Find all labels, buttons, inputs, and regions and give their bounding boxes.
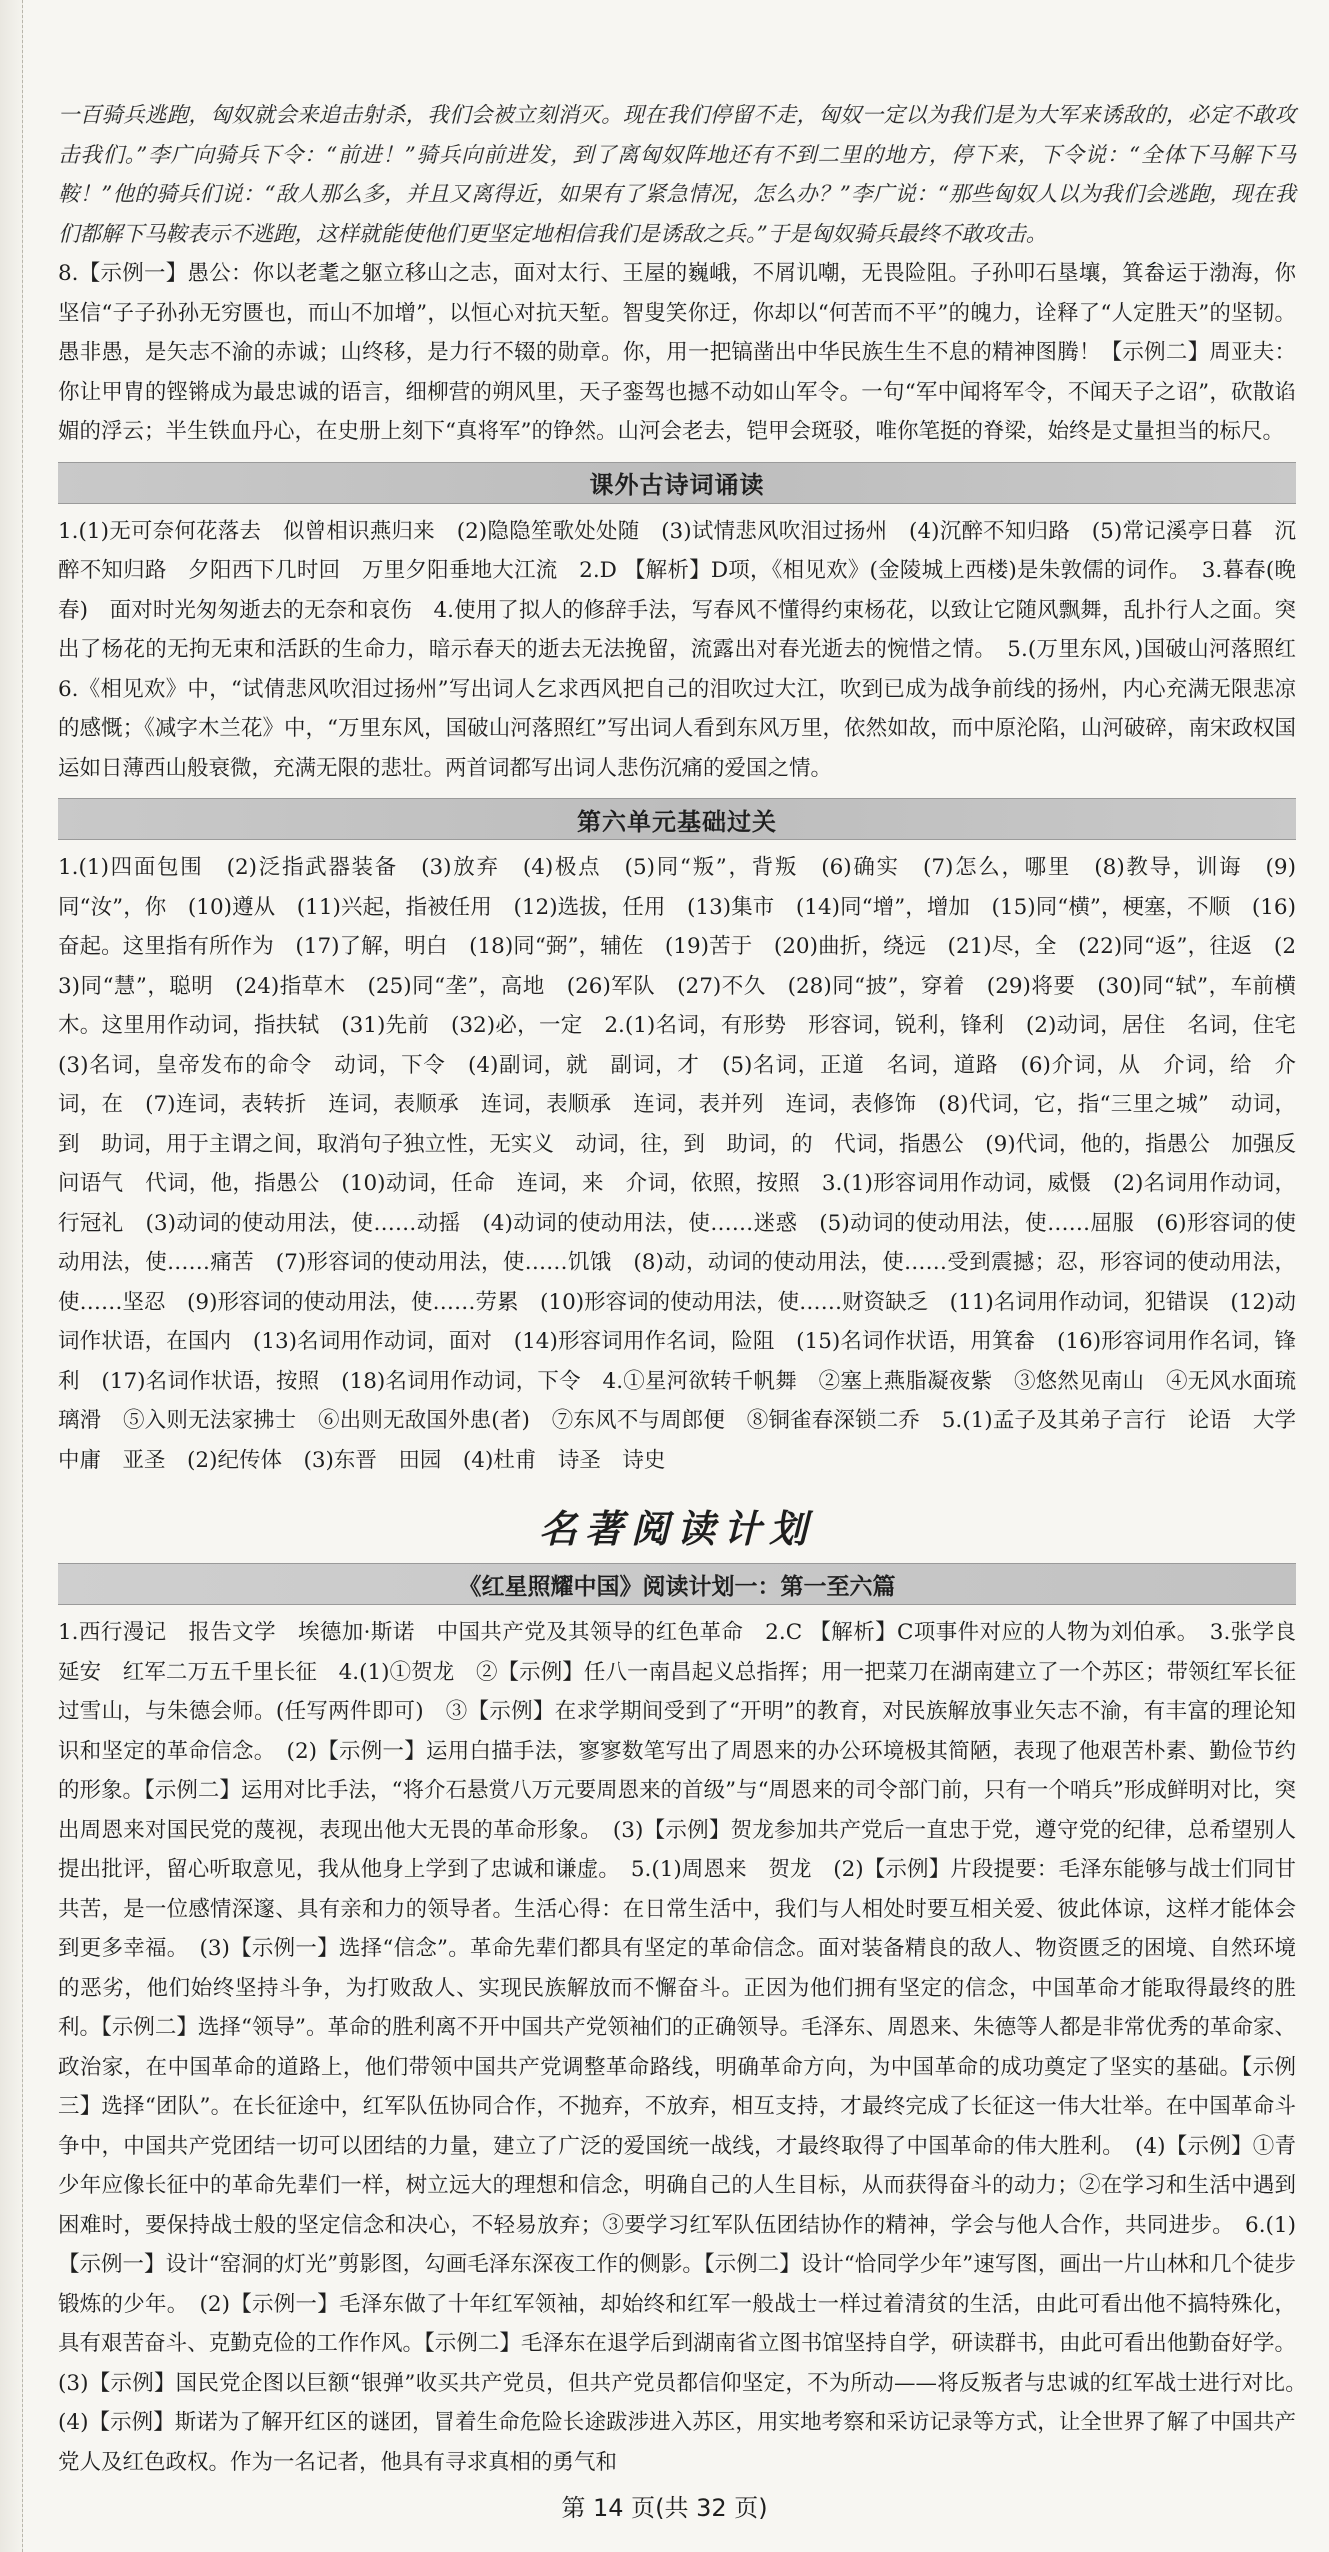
- answer-page: [58, 96, 1318, 2482]
- section-header-poetry: 课外古诗词诵读: [58, 462, 1296, 504]
- section-header-redstar: 《红星照耀中国》阅读计划一：第一至六篇: [58, 1563, 1296, 1605]
- binding-margin: [0, 0, 23, 2552]
- intro-translation: 一百骑兵逃跑，匈奴就会来追击射杀，我们会被立刻消灭。现在我们停留不走，匈奴一定以为我们是为大军来诱敌的，必定不敢攻击我们。”李广向骑兵下令：“前进！”骑兵向前进发，到了离匈奴阵地还有不到二里的地方，停下来，下令说：“全体下马解下马鞍！”他的骑兵们说：“敌人那么多，并且又离得近，如果有了紧急情况，怎么办？”李广说：“那些匈奴人以为我们会逃跑，现在我们都解下马鞍表示不逃跑，这样就能使他们更坚定地相信我们是诱敌之兵。”于是匈奴骑兵最终不敢攻击。: [58, 103, 1296, 247]
- answer-item-8: 8.【示例一】愚公：你以老耄之躯立移山之志，面对太行、王屋的巍峨，不屑讥嘲，无畏险阻。子孙叩石垦壤，箕畚运于渤海，你坚信“子子孙孙无穷匮也，而山不加增”，以恒心对抗天堑。智叟笑你迂，你却以“何苦而不平”的魄力，诠释了“人定胜天”的坚韧。愚非愚，是矢志不渝的赤诚；山终移，是力行不辍的勋章。你，用一把镐凿出中华民族生生不息的精神图腾！【示例二】周亚夫：你让甲胄的铿锵成为最忠诚的语言，细柳营的朔风里，天子銮驾也撼不动如山军令。一句“军中闻将军令，不闻天子之诏”，砍散谄媚的浮云；半生铁血丹心，在史册上刻下“真将军”的铮然。山河会老去，铠甲会斑驳，唯你笔挺的脊梁，始终是丈量担当的标尺。: [58, 261, 1296, 444]
- section-body-unit6: 1.(1)四面包围 (2)泛指武器装备 (3)放弃 (4)极点 (5)同“叛”，背叛 (6)确实 (7)怎么，哪里 (8)教导，训诲 (9)同“汝”，你 (10)遵从 (11)兴起，指被任用 (12)选拔，任用 (13)集市 (14)同“增”，增加 (15)同“横”，梗塞，不顺 (16)奋起。这里指有所作为 (17)了解，明白 (18)同“弼”，辅佐 (19)苦于 (20)曲折，绕远 (21)尽，全 (22)同“返”，往返 (23)同“慧”，聪明 (24)指草木 (25)同“垄”，高地 (26)军队 (27)不久 (28)同“披”，穿着 (29)将要 (30)同“轼”，车前横木。这里用作动词，指扶轼 (31)先前 (32)必，一定 2.(1)名词，有形势 形容词，锐利，锋利 (2)动词，居住 名词，住宅 (3)名词，皇帝发布的命令 动词，下令 (4)副词，就 副词，才 (5)名词，正道 名词，道路 (6)介词，从 介词，给 介词，在 (7)连词，表转折 连词，表顺承 连词，表顺承 连词，表并列 连词，表修饰 (8)代词，它，指“三里之城” 动词，到 助词，用于主谓之间，取消句子独立性，无实义 动词，往，到 助词，的 代词，指愚公 (9)代词，他的，指愚公 加强反问语气 代词，他，指愚公 (10)动词，任命 连词，来 介词，依照，按照 3.(1)形容词用作动词，威慑 (2)名词用作动词，行冠礼 (3)动词的使动用法，使……动摇 (4)动词的使动用法，使……迷惑 (5)动词的使动用法，使……屈服 (6)形容词的使动用法，使……痛苦 (7)形容词的使动用法，使……饥饿 (8)动，动词的使动用法，使……受到震撼；忍，形容词的使动用法，使……坚忍 (9)形容词的使动用法，使……劳累 (10)形容词的使动用法，使……财资缺乏 (11)名词用作动词，犯错误 (12)动词作状语，在国内 (13)名词用作动词，面对 (14)形容词用作名词，险阻 (15)名词作状语，用箕畚 (16)形容词用作名词，锋利 (17)名词作状语，按照 (18)名词用作动词，下令 4.①星河欲转千帆舞 ②塞上燕脂凝夜紫 ③悠然见南山 ④无风水面琉璃滑 ⑤入则无法家拂士 ⑥出则无敌国外患(者) ⑦东风不与周郎便 ⑧铜雀春深锁二乔 5.(1)孟子及其弟子言行 论语 大学 中庸 亚圣 (2)纪传体 (3)东晋 田园 (4)杜甫 诗圣 诗史: [58, 855, 1318, 1473]
- section-body-redstar: 1.西行漫记 报告文学 埃德加·斯诺 中国共产党及其领导的红色革命 2.C 【解析】C项事件对应的人物为刘伯承。 3.张学良 延安 红军二万五千里长征 4.(1)①贺龙 ②【示例】任八一南昌起义总指挥；用一把菜刀在湖南建立了一个苏区；带领红军长征过雪山，与朱德会师。(任写两件即可) ③【示例】在求学期间受到了“开明”的教育，对民族解放事业矢志不渝，有丰富的理论知识和坚定的革命信念。 (2)【示例一】运用白描手法，寥寥数笔写出了周恩来的办公环境极其简陋，表现了他艰苦朴素、勤俭节约的形象。【示例二】运用对比手法，“将介石悬赏八万元要周恩来的首级”与“周恩来的司令部门前，只有一个哨兵”形成鲜明对比，突出周恩来对国民党的蔑视，表现出他大无畏的革命形象。 (3)【示例】贺龙参加共产党后一直忠于党，遵守党的纪律，总希望别人提出批评，留心听取意见，我从他身上学到了忠诚和谦虚。 5.(1)周恩来 贺龙 (2)【示例】片段提要：毛泽东能够与战士们同甘共苦，是一位感情深邃、具有亲和力的领导者。生活心得：在日常生活中，我们与人相处时要互相关爱、彼此体谅，这样才能体会到更多幸福。 (3)【示例一】选择“信念”。革命先辈们都具有坚定的革命信念。面对装备精良的敌人、物资匮乏的困境、自然环境的恶劣，他们始终坚持斗争，为打败敌人、实现民族解放而不懈奋斗。正因为他们拥有坚定的信念，中国革命才能取得最终的胜利。【示例二】选择“领导”。革命的胜利离不开中国共产党领袖们的正确领导。毛泽东、周恩来、朱德等人都是非常优秀的革命家、政治家，在中国革命的道路上，他们带领中国共产党调整革命路线，明确革命方向，为中国革命的成功奠定了坚实的基础。【示例三】选择“团队”。在长征途中，红军队伍协同合作，不抛弃，不放弃，相互支持，才最终完成了长征这一伟大壮举。在中国革命斗争中，中国共产党团结一切可以团结的力量，建立了广泛的爱国统一战线，才最终取得了中国革命的伟大胜利。 (4)【示例】①青少年应像长征中的革命先辈们一样，树立远大的理想和信念，明确自己的人生目标，从而获得奋斗的动力；②在学习和生活中遇到困难时，要保持战士般的坚定信念和决心，不轻易放弃；③要学习红军队伍团结协作的精神，学会与他人合作，共同进步。 6.(1)【示例一】设计“窑洞的灯光”剪影图，勾画毛泽东深夜工作的侧影。【示例二】设计“恰同学少年”速写图，画出一片山林和几个徒步锻炼的少年。 (2)【示例一】毛泽东做了十年红军领袖，却始终和红军一般战士一样过着清贫的生活，由此可看出他不搞特殊化，具有艰苦奋斗、克勤克俭的工作作风。【示例二】毛泽东在退学后到湖南省立图书馆坚持自学，研读群书，由此可看出他勤奋好学。(3)【示例】国民党企图以巨额“银弹”收买共产党员，但共产党员都信仰坚定，不为所动——将反叛者与忠诚的红军战士进行对比。 (4)【示例】斯诺为了解开红区的谜团，冒着生命危险长途跋涉进入苏区，用实地考察和采访记录等方式，让全世界了解了中国共产党人及红色政权。作为一名记者，他具有寻求真相的勇气和: [58, 1620, 1318, 2475]
- section-body-poetry: 1.(1)无可奈何花落去 似曾相识燕归来 (2)隐隐笙歌处处随 (3)试情悲风吹泪过扬州 (4)沉醉不知归路 (5)常记溪亭日暮 沉醉不知归路 夕阳西下几时回 万里夕阳垂地大江流 2.D 【解析】D项，《相见欢》(金陵城上西楼)是朱敦儒的词作。 3.暮春(晚春) 面对时光匆匆逝去的无奈和哀伤 4.使用了拟人的修辞手法，写春风不懂得约束杨花，以致让它随风飘舞，乱扑行人之面。突出了杨花的无拘无束和活跃的生命力，暗示春天的逝去无法挽留，流露出对春光逝去的惋惜之情。 5.(万里东风，)国破山河落照红 6.《相见欢》中，“试倩悲风吹泪过扬州”写出词人乞求西风把自己的泪吹过大江，吹到已成为战争前线的扬州，内心充满无限悲凉的感慨；《减字木兰花》中，“万里东风，国破山河落照红”写出词人看到东风万里，依然如故，而中原沦陷，山河破碎，南宋政权国运如日薄西山般衰微，充满无限的悲壮。两首词都写出词人悲伤沉痛的爱国之情。: [58, 518, 1318, 781]
- section-header-unit6: 第六单元基础过关: [58, 798, 1296, 840]
- main-title: 名著阅读计划: [538, 1506, 815, 1551]
- page-number: 第 14 页(共 32 页): [561, 2494, 768, 2522]
